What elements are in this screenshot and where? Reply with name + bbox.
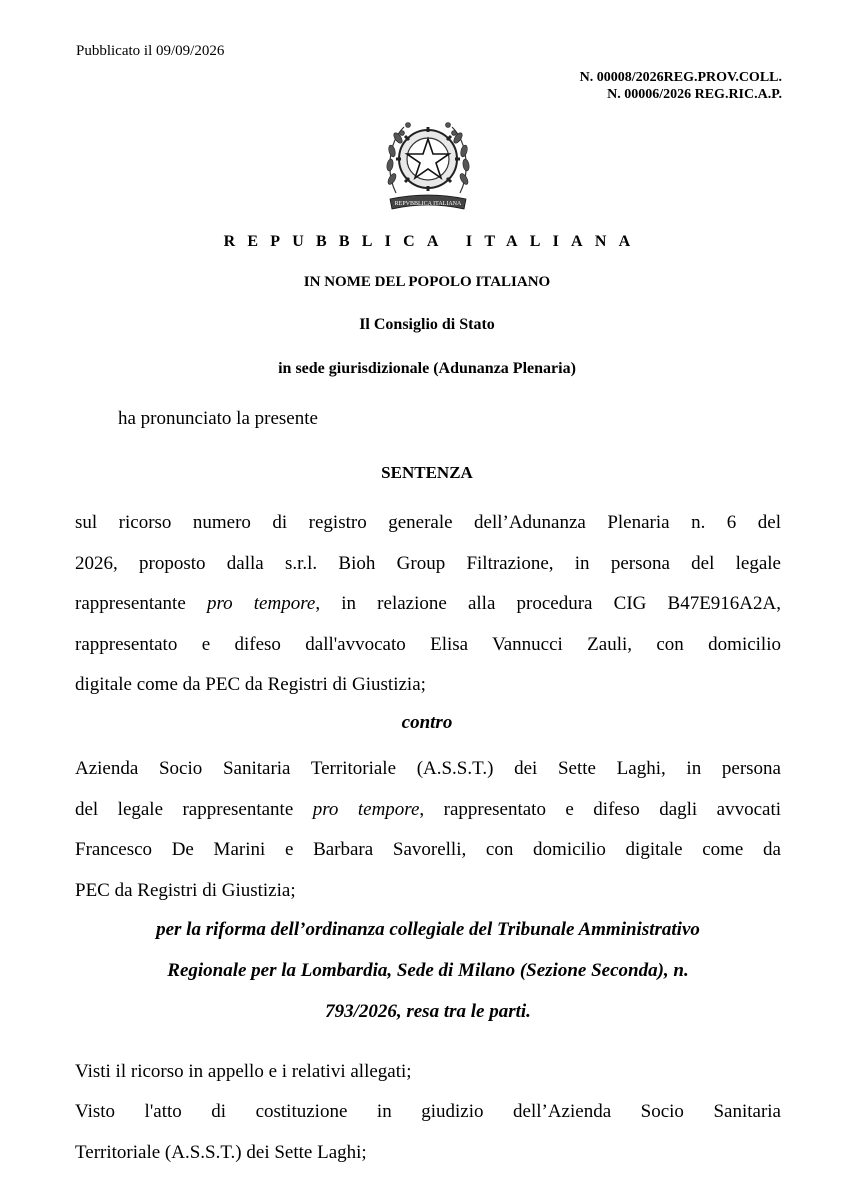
republic-heading: REPUBBLICA ITALIANA xyxy=(223,233,643,250)
text-line: Visti il ricorso in appello e i relativi allegati; xyxy=(75,1061,412,1082)
svg-text:REPVBBLICA ITALIANA: REPVBBLICA ITALIANA xyxy=(394,201,462,207)
text-line: 2026, proposto dalla s.r.l. Bioh Group Filtrazione, in persona del legale xyxy=(75,552,781,574)
registry-numbers xyxy=(580,69,782,103)
text-line: Regionale per la Lombardia, Sede di Milano (Sezione Seconda), n. xyxy=(167,960,689,981)
riforma-object-heading xyxy=(75,909,781,1032)
publication-date: Pubblicato il 09/09/2026 xyxy=(76,43,225,59)
text-line xyxy=(75,790,781,831)
text-line: digitale come da PEC da Registri di Giustizia; xyxy=(75,674,426,695)
italic-term: pro tempore xyxy=(206,593,316,614)
court-section: in sede giurisdizionale (Adunanza Plenaria) xyxy=(278,360,576,377)
in-nome-del-popolo-heading: IN NOME DEL POPOLO ITALIANO xyxy=(303,274,551,290)
text-line: 793/2026, resa tra le parti. xyxy=(325,1001,531,1022)
text-line: per la riforma dell’ordinanza collegiale del Tribunale Amministrativo xyxy=(156,919,700,940)
text-line: Territoriale (A.S.S.T.) dei Sette Laghi; xyxy=(75,1141,367,1163)
ricorso-paragraph xyxy=(75,503,781,706)
court-name: Il Consiglio di Stato xyxy=(359,316,495,333)
registry-number-provvedimento: N. 00008/2026REG.PROV.COLL. xyxy=(579,70,782,85)
text-line: rappresentato e difeso dall'avvocato Elisa Vannucci Zauli, con domicilio xyxy=(75,633,781,655)
text-line: Visto l'atto di costituzione in giudizio dell’Azienda Socio Sanitaria xyxy=(75,1101,781,1122)
visti-paragraph xyxy=(75,1052,781,1093)
intro-text: ha pronunciato la presente xyxy=(118,408,318,429)
contro-heading: contro xyxy=(401,712,453,733)
text-segment: rappresentante xyxy=(75,593,207,614)
text-line: Francesco De Marini e Barbara Savorelli, con domicilio digitale come da xyxy=(75,839,781,860)
azienda-paragraph xyxy=(75,749,781,911)
text-segment: del legale rappresentante xyxy=(75,798,313,820)
text-segment: , in relazione alla procedura CIG B47E916A2A, xyxy=(315,593,781,614)
repubblica-italiana-emblem-icon xyxy=(382,113,474,215)
visto-paragraph xyxy=(75,1092,781,1173)
registry-number-ricorso: N. 00006/2026 REG.RIC.A.P. xyxy=(607,87,782,102)
text-line: sul ricorso numero di registro generale dell’Adunanza Plenaria n. 6 del xyxy=(75,512,781,533)
text-segment: , rappresentato e difeso dagli avvocati xyxy=(419,798,781,820)
italic-term: pro tempore xyxy=(312,798,420,820)
text-line xyxy=(75,584,781,625)
text-line: PEC da Registri di Giustizia; xyxy=(75,879,296,901)
text-line: Azienda Socio Sanitaria Territoriale (A.S.S.T.) dei Sette Laghi, in persona xyxy=(75,758,781,779)
document-type-heading: SENTENZA xyxy=(381,463,473,482)
